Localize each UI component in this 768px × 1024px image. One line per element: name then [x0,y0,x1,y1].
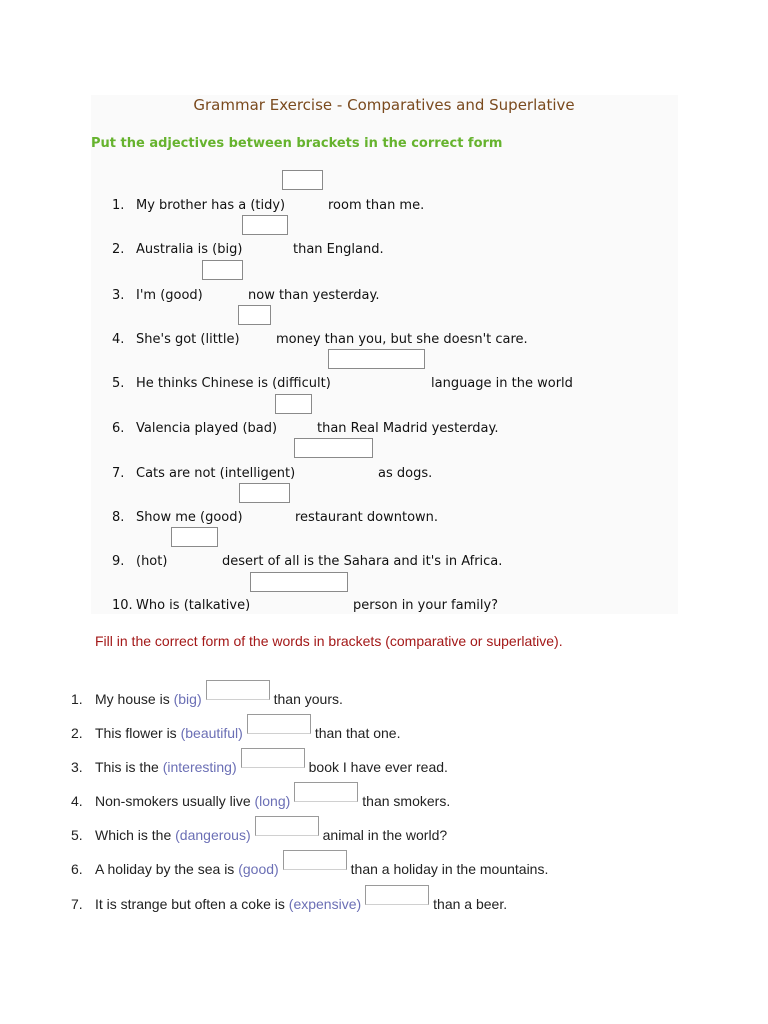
answer-input[interactable] [294,782,358,802]
item-prompt: It is strange but often a coke is [95,896,285,912]
item-number: 1. [112,198,125,213]
item-number: 3. [112,288,125,303]
item-prompt: Which is the [95,827,172,843]
item-prompt: This is the [95,759,159,775]
exercise-2-item [71,816,447,843]
item-continuation: now than yesterday. [248,288,380,303]
item-prompt: Show me (good) [136,510,243,525]
answer-input[interactable] [247,714,311,734]
answer-input[interactable] [275,394,312,414]
item-continuation: than smokers. [362,793,451,809]
item-number: 3. [71,759,83,775]
exercise-2-item [71,748,448,775]
item-continuation: room than me. [328,198,425,213]
word-hint: (expensive) [288,896,362,912]
exercise-2-item [71,680,343,707]
item-continuation: than a beer. [433,896,508,912]
exercise-1-item [112,332,240,347]
item-prompt: Who is (talkative) [136,598,251,613]
exercise-2-item [71,885,507,912]
item-prompt: He thinks Chinese is (difficult) [136,376,331,391]
item-prompt: Valencia played (bad) [136,421,278,436]
item-number: 5. [112,376,125,391]
answer-input[interactable] [202,260,243,280]
exercise-1-item [112,198,285,213]
word-hint: (long) [254,793,291,809]
exercise-2-item [71,850,548,877]
word-hint: (good) [238,861,279,877]
exercise-1-item [112,598,250,613]
item-continuation: than that one. [314,725,401,741]
item-number: 10. [112,598,133,613]
item-prompt: Cats are not (intelligent) [136,466,296,481]
answer-input[interactable] [171,527,218,547]
item-continuation: person in your family? [353,598,499,613]
item-number: 4. [71,793,83,809]
item-number: 9. [112,554,125,569]
item-continuation: than yours. [273,691,343,707]
exercise-1-item [112,376,331,391]
exercise-1-instruction: Put the adjectives between brackets in the correct form [91,136,503,151]
item-prompt: I'm (good) [136,288,203,303]
exercise-1-item [112,242,242,257]
item-number: 1. [71,691,83,707]
item-continuation: as dogs. [378,466,433,481]
word-hint: (beautiful) [180,725,243,741]
item-number: 6. [71,861,83,877]
item-prompt: My house is [95,691,170,707]
answer-input[interactable] [282,170,323,190]
item-prompt: This flower is [95,725,177,741]
item-number: 7. [71,896,83,912]
exercise-1-item [112,554,167,569]
page-title: Grammar Exercise - Comparatives and Superlative [193,96,575,114]
answer-input[interactable] [283,850,347,870]
answer-input[interactable] [328,349,425,369]
answer-input[interactable] [250,572,348,592]
item-number: 2. [112,242,125,257]
answer-input[interactable] [238,305,271,325]
item-number: 4. [112,332,125,347]
item-continuation: book I have ever read. [308,759,448,775]
item-continuation: money than you, but she doesn't care. [276,332,528,347]
item-number: 7. [112,466,125,481]
word-hint: (interesting) [162,759,237,775]
item-prompt: A holiday by the sea is [95,861,235,877]
item-number: 6. [112,421,125,436]
word-hint: (big) [173,691,202,707]
answer-input[interactable] [365,885,429,905]
word-hint: (dangerous) [175,827,251,843]
exercise-1-item [112,421,277,436]
exercise-1-item [112,466,295,481]
item-number: 5. [71,827,83,843]
item-continuation: than Real Madrid yesterday. [317,421,499,436]
exercise-2-item [71,714,400,741]
item-prompt: She's got (little) [136,332,240,347]
exercise-2-heading: Fill in the correct form of the words in brackets (comparative or superlative). [95,633,563,649]
item-continuation: restaurant downtown. [295,510,439,525]
item-continuation: than a holiday in the mountains. [350,861,549,877]
item-prompt: (hot) [136,554,168,569]
answer-input[interactable] [206,680,270,700]
item-prompt: Non-smokers usually live [95,793,251,809]
answer-input[interactable] [294,438,373,458]
exercise-1-item [112,510,243,525]
answer-input[interactable] [241,748,305,768]
exercise-1-item [112,288,203,303]
item-prompt: Australia is (big) [136,242,243,257]
item-continuation: animal in the world? [322,827,448,843]
answer-input[interactable] [239,483,290,503]
item-continuation: desert of all is the Sahara and it's in Africa. [222,554,503,569]
answer-input[interactable] [242,215,288,235]
answer-input[interactable] [255,816,319,836]
exercise-2-item [71,782,450,809]
item-number: 8. [112,510,125,525]
item-number: 2. [71,725,83,741]
item-prompt: My brother has a (tidy) [136,198,286,213]
item-continuation: than England. [293,242,384,257]
item-continuation: language in the world [431,376,573,391]
